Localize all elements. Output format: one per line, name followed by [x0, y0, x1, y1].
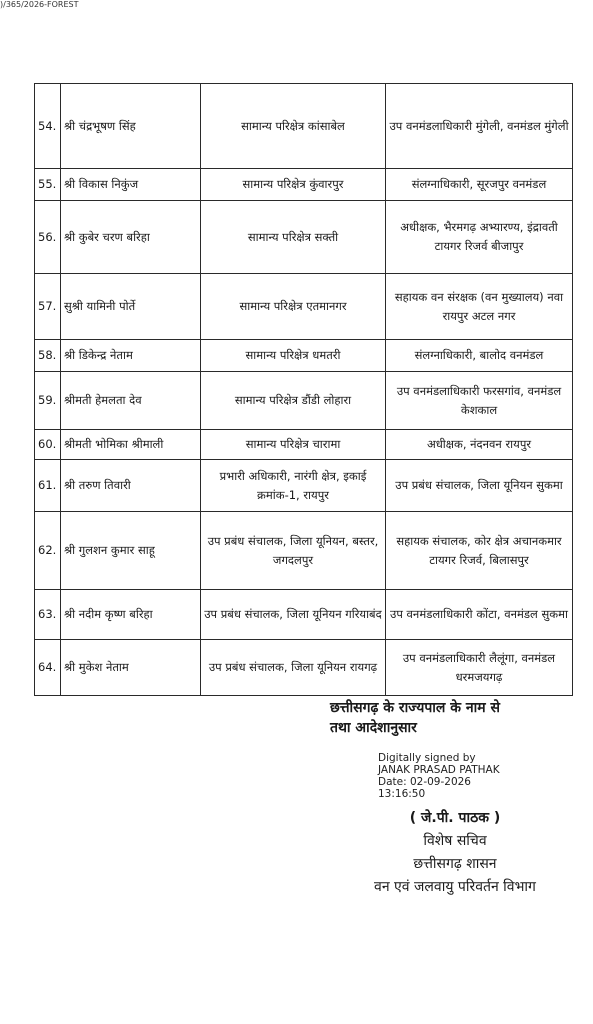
- new-posting: अधीक्षक, नंदनवन रायपुर: [386, 430, 573, 460]
- serial-number: 62.: [35, 512, 61, 590]
- signatory-designation: विशेष सचिव: [423, 833, 487, 849]
- signatory-department: वन एवं जलवायु परिवर्तन विभाग: [374, 879, 536, 895]
- serial-number: 57.: [35, 274, 61, 340]
- table-row: [35, 84, 573, 169]
- current-posting: सामान्य परिक्षेत्र चारामा: [201, 430, 386, 460]
- table-row: [35, 640, 573, 696]
- digital-signature-line: Digitally signed by: [378, 752, 476, 764]
- signatory-name: ( जे.पी. पाठक ): [409, 810, 501, 826]
- serial-number: 61.: [35, 460, 61, 512]
- table-row: [35, 274, 573, 340]
- digital-signature-line: 13:16:50: [378, 788, 426, 800]
- table-row: [35, 590, 573, 640]
- serial-number: 59.: [35, 372, 61, 430]
- table-row: [35, 372, 573, 430]
- new-posting: संलग्नाधिकारी, बालोद वनमंडल: [386, 340, 573, 372]
- table-row: [35, 430, 573, 460]
- table-row: [35, 201, 573, 274]
- officer-name: श्री तरुण तिवारी: [61, 460, 201, 512]
- new-posting: सहायक संचालक, कोर क्षेत्र अचानकमार टायगर रिजर्व, बिलासपुर: [386, 512, 573, 590]
- current-posting: सामान्य परिक्षेत्र कांसाबेल: [201, 84, 386, 169]
- new-posting: अधीक्षक, भैरमगढ़ अभ्यारण्य, इंद्रावती टायगर रिजर्व बीजापुर: [386, 201, 573, 274]
- serial-number: 58.: [35, 340, 61, 372]
- table-row: [35, 512, 573, 590]
- serial-number: 56.: [35, 201, 61, 274]
- new-posting: उप वनमंडलाधिकारी लैलूंगा, वनमंडल धरमजयगढ़: [386, 640, 573, 696]
- serial-number: 63.: [35, 590, 61, 640]
- current-posting: उप प्रबंध संचालक, जिला यूनियन रायगढ़: [201, 640, 386, 696]
- serial-number: 55.: [35, 169, 61, 201]
- officer-name: श्री मुकेश नेताम: [61, 640, 201, 696]
- new-posting: उप वनमंडलाधिकारी फरसगांव, वनमंडल केशकाल: [386, 372, 573, 430]
- current-posting: उप प्रबंध संचालक, जिला यूनियन गरियाबंद: [201, 590, 386, 640]
- officer-name: श्री चंद्रभूषण सिंह: [61, 84, 201, 169]
- signatory-government: छत्तीसगढ़ शासन: [413, 856, 497, 872]
- new-posting: उप प्रबंध संचालक, जिला यूनियन सुकमा: [386, 460, 573, 512]
- officer-name: श्रीमती हेमलता देव: [61, 372, 201, 430]
- current-posting: सामान्य परिक्षेत्र एतमानगर: [201, 274, 386, 340]
- current-posting: सामान्य परिक्षेत्र सक्ती: [201, 201, 386, 274]
- current-posting: सामान्य परिक्षेत्र कुंवारपुर: [201, 169, 386, 201]
- new-posting: संलग्नाधिकारी, सूरजपुर वनमंडल: [386, 169, 573, 201]
- officer-name: सुश्री यामिनी पोर्ते: [61, 274, 201, 340]
- order-line-1: छत्तीसगढ़ के राज्यपाल के नाम से: [330, 700, 500, 716]
- officer-name: श्री नदीम कृष्ण बरिहा: [61, 590, 201, 640]
- digital-signature-line: Date: 02-09-2026: [378, 776, 471, 788]
- signatory-block: [330, 807, 580, 899]
- table-row: [35, 340, 573, 372]
- serial-number: 60.: [35, 430, 61, 460]
- table-row: [35, 460, 573, 512]
- current-posting: सामान्य परिक्षेत्र डौंडी लोहारा: [201, 372, 386, 430]
- order-authority: [330, 698, 570, 738]
- officer-name: श्री कुबेर चरण बरिहा: [61, 201, 201, 274]
- current-posting: सामान्य परिक्षेत्र धमतरी: [201, 340, 386, 372]
- current-posting: प्रभारी अधिकारी, नारंगी क्षेत्र, इकाई क्रमांक-1, रायपुर: [201, 460, 386, 512]
- officer-name: श्री गुलशन कुमार साहू: [61, 512, 201, 590]
- serial-number: 54.: [35, 84, 61, 169]
- officer-name: श्रीमती भोमिका श्रीमाली: [61, 430, 201, 460]
- officer-name: श्री डिकेन्द्र नेताम: [61, 340, 201, 372]
- reference-number: )/365/2026-FOREST: [0, 0, 79, 9]
- officer-name: श्री विकास निकुंज: [61, 169, 201, 201]
- new-posting: उप वनमंडलाधिकारी मुंगेली, वनमंडल मुंगेली: [386, 84, 573, 169]
- order-line-2: तथा आदेशानुसार: [330, 720, 417, 736]
- serial-number: 64.: [35, 640, 61, 696]
- table-row: [35, 169, 573, 201]
- current-posting: उप प्रबंध संचालक, जिला यूनियन, बस्तर, जगदलपुर: [201, 512, 386, 590]
- digital-signature-line: JANAK PRASAD PATHAK: [378, 764, 500, 776]
- digital-signature: [378, 752, 500, 800]
- new-posting: उप वनमंडलाधिकारी कोंटा, वनमंडल सुकमा: [386, 590, 573, 640]
- new-posting: सहायक वन संरक्षक (वन मुख्यालय) नवा रायपुर अटल नगर: [386, 274, 573, 340]
- transfer-table: [34, 83, 573, 696]
